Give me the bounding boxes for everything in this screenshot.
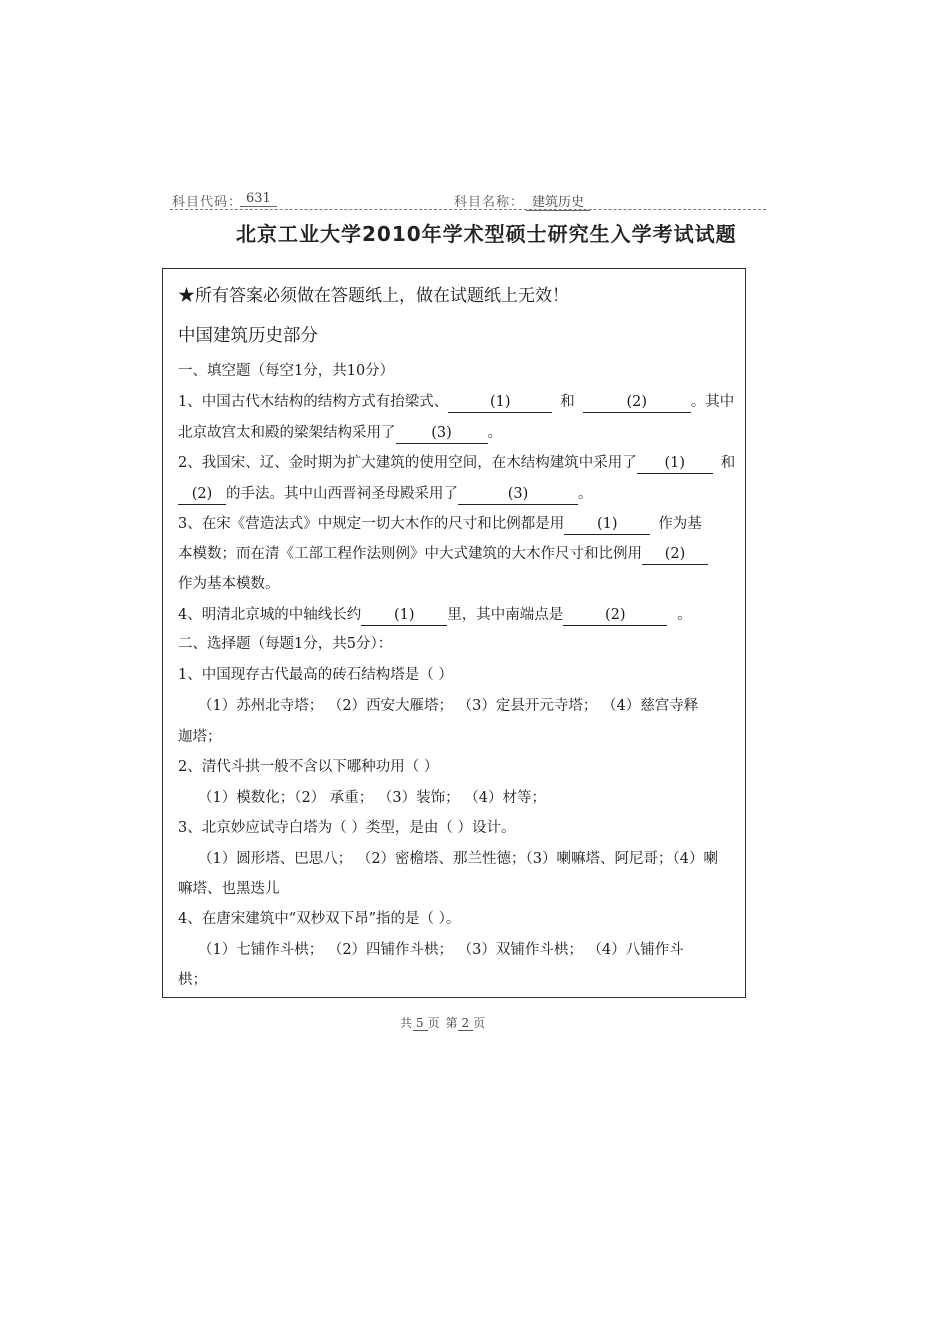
part1-q3-line2: 本模数；而在清《工部工程作法则例》中大式建筑的大木作尺寸和比例用 (2)	[178, 544, 708, 565]
part2-q2: 2、清代斗拱一般不含以下哪种功用（ ）	[178, 759, 439, 775]
current-page: 2	[458, 1016, 473, 1031]
part1-q2-line1: 2、我国宋、辽、金时期为扩大建筑的使用空间，在木结构建筑中采用了 (1) 和	[178, 453, 735, 474]
blank-q1-2: (2)	[583, 392, 691, 413]
part2-q4: 4、在唐宋建筑中“双杪双下昂”指的是（ ）。	[178, 911, 461, 927]
part1-heading: 一、填空题（每空1分，共10分）	[178, 363, 395, 379]
header-divider	[170, 209, 766, 210]
part1-q3-line3: 作为基本模数。	[178, 576, 280, 592]
part2-q1-options: （1）苏州北寺塔； （2）西安大雁塔； （3）定县开元寺塔； （4）慈宫寺释	[198, 698, 699, 714]
blank-q3-1: (1)	[564, 514, 650, 535]
part2-q3-cont: 嘛塔、也黑迭儿	[178, 881, 280, 897]
part1-q4: 4、明清北京城的中轴线长约 (1) 里，其中南端点是 (2) 。	[178, 605, 692, 626]
subject-code-value: 631	[240, 191, 277, 207]
page-footer: 共 5 页 第 2 页	[400, 1016, 487, 1030]
part2-q4-cont: 栱；	[178, 972, 207, 988]
part2-q3: 3、北京妙应试寺白塔为（ ）类型，是由（ ）设计。	[178, 820, 516, 836]
section-title: 中国建筑历史部分	[178, 326, 318, 346]
blank-q2-3: (3)	[458, 484, 578, 505]
notice: ★所有答案必须做在答题纸上，做在试题纸上无效！	[178, 286, 569, 306]
exam-title: 北京工业大学2010年学术型硕士研究生入学考试试题	[236, 222, 737, 246]
part1-q3-line1: 3、在宋《营造法式》中规定一切大木作的尺寸和比例都是用 (1) 作为基	[178, 514, 702, 535]
part1-q1-line1: 1、中国古代木结构的结构方式有抬梁式、 (1) 和 (2) 。其中	[178, 392, 734, 413]
blank-q2-2: (2)	[178, 484, 226, 505]
subject-name-value: 建筑历史	[526, 191, 590, 211]
part2-q4-options: （1）七铺作斗栱； （2）四铺作斗栱； （3）双铺作斗栱； （4）八铺作斗	[198, 942, 684, 958]
blank-q4-1: (1)	[361, 605, 447, 626]
blank-q1-1: (1)	[448, 392, 552, 413]
part2-heading: 二、选择题（每题1分，共5分）：	[178, 636, 393, 652]
part1-q1-line2: 北京故宫太和殿的梁架结构采用了 (3) 。	[178, 423, 502, 444]
blank-q2-1: (1)	[637, 453, 713, 474]
blank-q3-2: (2)	[642, 544, 708, 565]
total-pages: 5	[413, 1016, 428, 1031]
part2-q2-options: （1）模数化；（2） 承重； （3）装饰； （4）材等；	[198, 790, 546, 806]
part2-q3-options: （1）圆形塔、巴思八； （2）密檐塔、那兰性德；（3）喇嘛塔、阿尼哥；（4）喇	[198, 851, 719, 867]
blank-q1-3: (3)	[396, 423, 488, 444]
blank-q4-2: (2)	[563, 605, 667, 626]
subject-name-label: 科目名称：	[454, 195, 525, 210]
part2-q1-cont: 迦塔；	[178, 729, 222, 745]
subject-code-label: 科目代码：	[172, 195, 243, 210]
part1-q2-line2: (2) 的手法。其中山西晋祠圣母殿采用了 (3) 。	[178, 484, 593, 505]
part2-q1: 1、中国现存古代最高的砖石结构塔是（ ）	[178, 667, 453, 683]
